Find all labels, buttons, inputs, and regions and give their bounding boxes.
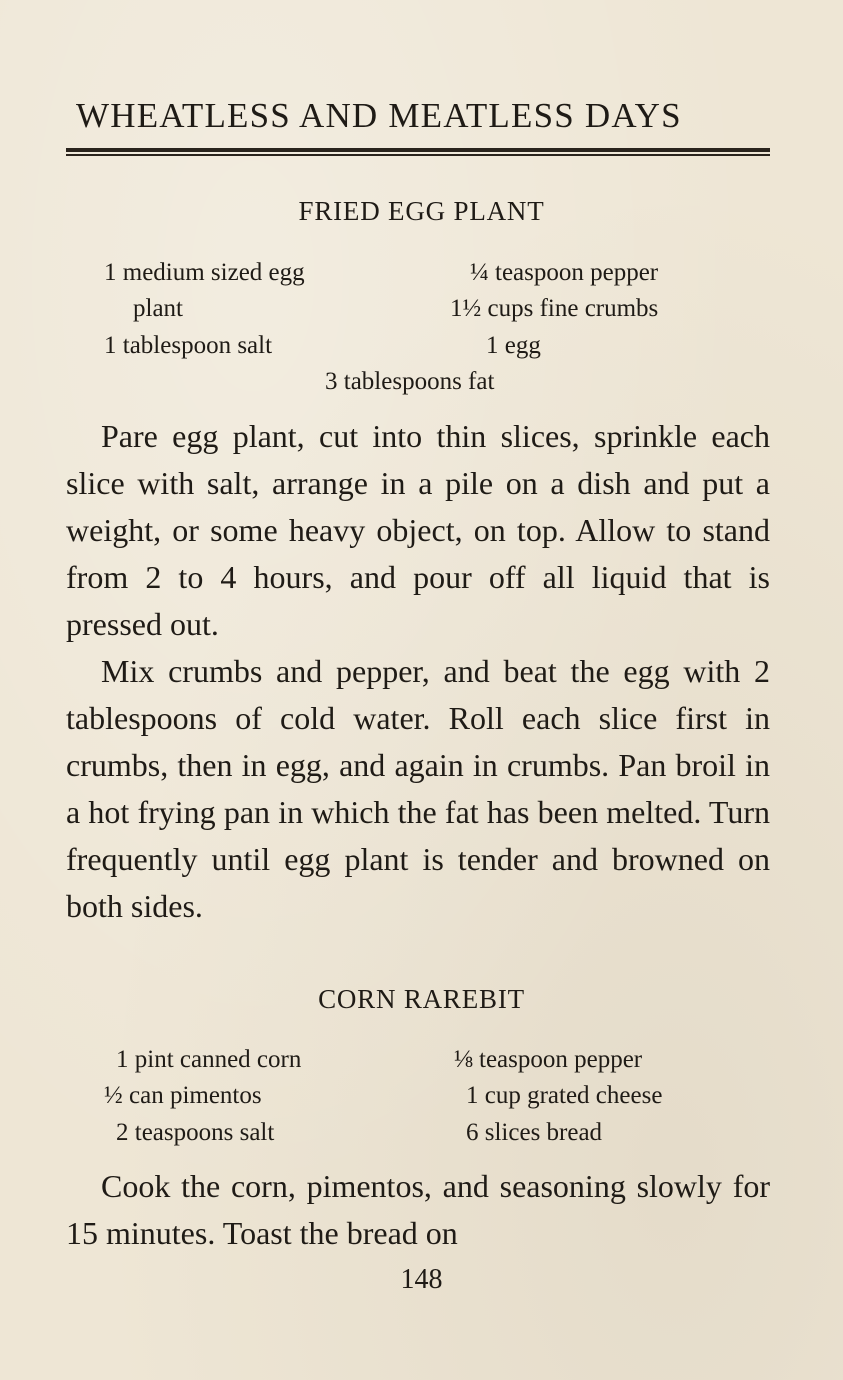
ingredient-left-2: ½ can pimentos — [104, 1082, 262, 1109]
ingredient-right-1: ⅛ teaspoon pepper — [454, 1046, 643, 1073]
ingredient-left-2: plant — [133, 295, 183, 322]
page-number: 148 — [400, 1264, 443, 1295]
recipe-instructions-corn-rarebit — [66, 1163, 770, 1257]
paragraph: Pare egg plant, cut into thin slices, sprinkle each slice with salt, arrange in a pile on a dish and put a weight, or some heavy object, on top. Allow to stand from 2 to 4 hours, and pour off all liquid that is pressed out. — [66, 418, 770, 642]
paragraph: Mix crumbs and pepper, and beat the egg with 2 tablespoons of cold water. Roll each slice first in crumbs, then in egg, and again in crumbs. Pan broil in a hot frying pan in which the fat has been melted. Turn frequently until egg plant is tender and browned on both sides. — [66, 653, 770, 924]
recipe-title-corn-rarebit: CORN RAREBIT — [318, 984, 525, 1014]
ingredient-left-1: 1 pint canned corn — [116, 1046, 302, 1073]
ingredient-right-1: ¼ teaspoon pepper — [470, 259, 659, 286]
recipe-title-fried-egg-plant: FRIED EGG PLANT — [298, 196, 545, 226]
ingredient-right-3: 6 slices bread — [466, 1119, 603, 1146]
ingredient-left-3: 2 teaspoons salt — [116, 1119, 275, 1146]
running-head: WHEATLESS AND MEATLESS DAYS — [76, 96, 682, 135]
ingredient-right-3: 1 egg — [486, 332, 541, 359]
header-rule-thin — [66, 154, 770, 156]
ingredient-center: 3 tablespoons fat — [325, 368, 495, 395]
recipe-instructions-fried-egg-plant — [66, 413, 770, 930]
paragraph: Cook the corn, pimentos, and seasoning slowly for 15 minutes. Toast the bread on — [66, 1168, 770, 1251]
header-rule-thick — [66, 148, 770, 152]
ingredient-left-3: 1 tablespoon salt — [104, 332, 273, 359]
ingredient-right-2: 1½ cups fine crumbs — [450, 295, 659, 322]
ingredient-right-2: 1 cup grated cheese — [466, 1082, 663, 1109]
ingredient-left-1: 1 medium sized egg — [104, 259, 305, 286]
